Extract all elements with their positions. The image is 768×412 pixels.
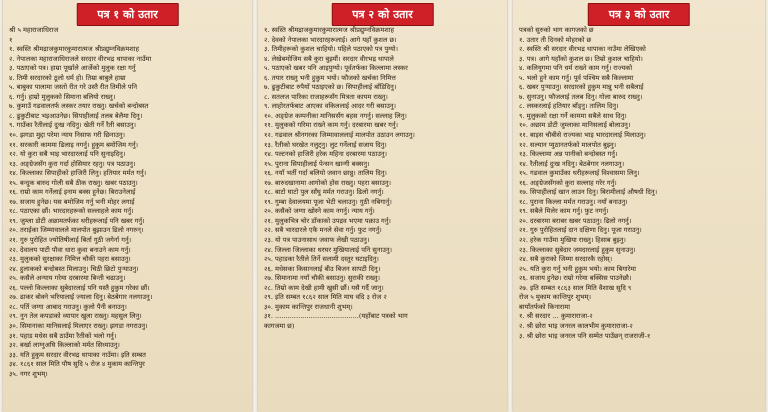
text-line: २२. देवालय पाटी पौवा धारा कुवा बनाउने काम गर्नु। <box>9 245 131 254</box>
text-line: ६. तयार राख्नु भनी हुकुम भयो। फौजको खर्चका निमित्त <box>264 73 396 82</box>
text-line: १०. झगडा मुद्दा परेमा न्याय निसाफ गरी छिनाउनु। <box>9 131 125 140</box>
text-line: १. श्री सरदार … कुमाराराजा-२ <box>519 312 593 321</box>
text-line: १२. यो कुरा सबै भाइ भारदारलाई पनि सुनाइदिनु। <box>9 150 126 159</box>
text-line: १३. रैतीको घरखेत नलुट्नु। लुट गर्नेलाई सजाय दिनु। <box>264 140 387 149</box>
text-line: १७. सजाय हुनेछ। यस बमोजिम गर्नु भनी मोहर लगाई <box>9 197 135 206</box>
text-line: ९. गाउँका रैतीलाई दुःख नदिनु। खेती गर्ने रैती बसाउनु। <box>9 121 137 130</box>
text-line: १९. गुम्बा देवालयमा पूजा भेटी चलाउनु। गुठी नबिगार्नु। <box>264 197 392 206</box>
letter-3-text <box>519 26 760 410</box>
text-line: श्री ५ महाराजाधिराज <box>9 26 59 34</box>
text-line: २३. किल्लाका सुबेदार जमदारलाई हुकुम सुनाउनु। <box>519 245 636 254</box>
text-line: ५. भलो हुने काम गर्नु। पूर्व पश्चिम सबै किल्लामा <box>519 73 634 82</box>
text-line: १५. बन्दुक बारुद गोली सबै ठीक राख्नु। खबर पठाउनु। <box>9 178 138 187</box>
text-line: २. श्री छोरा भाइ जनरल कालभीम कुमाराराजा-२ <box>519 321 633 330</box>
text-line: २७. सिमानामा नयाँ चौकी बसाउनु। सुराकी राख्नु। <box>264 274 381 283</box>
text-line: ९. लाहोरतर्फबाट आएका वकिललाई आदर गरी बसाउनु। <box>264 102 397 111</box>
text-line: ८. सतलज पारिका राजाहरूसँग मित्रता कायम राख्नु। <box>264 92 388 101</box>
text-line: २६. सजाय हुनेछ। राम्रो गरेमा बक्सिस पाउनेछौ। <box>519 274 632 283</box>
letter-panel-1 <box>3 0 252 412</box>
letter-3-heading: पत्र ३ को उतार <box>588 3 690 26</box>
text-line: १८. पुराना किल्ला मर्मत गराउनु। नयाँ बनाउनु। <box>519 197 628 206</box>
text-line: १७. बारुदखानामा आगोको होस राख्नु। पहरा बसाउनु। <box>264 178 391 187</box>
text-line: २२. सबै भारदारले एकै मनले सेवा गर्नु। फुट नगर्नु। <box>264 226 382 235</box>
text-line: १. स्वस्ति श्रीमद्राजकुमारकुमारात्मज श्रीप्रद्युम्नविक्रमशाह <box>264 26 394 34</box>
text-line: २७. इति सम्बत १८६३ साल मिति वैशाख सुदि ९ <box>519 283 632 292</box>
text-line: १०. अछाम डोटी जुम्लाका मानिसलाई बोलाउनु। <box>519 121 631 130</box>
text-line: २५. यति कुरा गर्नु भनी हुकुम भयो। काम बिगारेमा <box>519 264 636 273</box>
text-line: ५. बाबुका पालामा जस्तो रीत गरे उस्तै रीत तिमीले पनि <box>9 83 137 92</box>
text-line: २५. पहाडका रैतीले तिर्ने सलामी दस्तुर घटाइदिनु। <box>264 255 379 264</box>
text-line: २९. इति सम्बत १८६२ साल मिति माघ वदि ३ रोज २ <box>264 293 387 302</box>
text-line: २९. नुन तेल कपडाको व्यापार खुला राख्नु। महसुल लिनु। <box>9 312 142 321</box>
text-line: २१. गुरु पुरोहित ज्योतिषीलाई बिर्ता गुठी जगेर्ना गर्नु। <box>9 236 132 245</box>
text-line: २०. कसैको जग्गा खोस्ने काम नगर्नु। न्याय गर्नु। <box>264 207 375 216</box>
text-line: ४. तिमी सरदारको ठूलो धर्म हो। तिम्रा बाबुले हाम्रा <box>9 73 126 82</box>
letter-panel-2 <box>258 0 507 412</box>
text-line: ११. बाइस चौबीसे राज्यका भाइ भारदारलाई मिलाउनु। <box>519 131 646 140</box>
text-line: बायाँतर्फको किनारामा <box>519 302 570 311</box>
text-line: ९. मुलुकको रक्षा गर्ने काममा सबैले साथ दिनु। <box>519 111 627 120</box>
text-line: ६. खबर पुर्‍याउनु। सरदारको हुकुम मान्नु भनी सबैलाई <box>519 83 644 92</box>
text-line: रोज ५ मुकाम कान्तिपुर शुभम्। <box>519 293 592 302</box>
text-line: २५. कसैले अन्याय गरेमा दरबारमा बिन्ती चढाउनु। <box>9 274 126 283</box>
letter-2-heading: पत्र २ को उतार <box>331 3 433 26</box>
text-line: ३१. ........................................(यहाँबाट पत्रको भाग <box>264 312 408 321</box>
text-line: ११. मुलुकको गरिमा राख्ने काम गर्नु। दरबारमा खबर गर्नु। <box>264 121 399 130</box>
text-line: २१. मुलुकभित्र चोर डाँकाको उपद्रव भएमा पक्राउ गर्नु। <box>264 216 391 225</box>
text-line: १२. गढवाल श्रीनगरका जिम्मावाललाई मालपोत उठाउन लगाउनु। <box>264 131 415 140</box>
text-line: १९. जुम्ला डोटी अछामतर्फका थरीहरूलाई पनि खबर गर्नु। <box>9 216 145 225</box>
text-line: २. नेपालका महाराजाधिराजले सरदार वीरभद्र थापाका नाउँमा <box>9 54 152 63</box>
text-line: २१. गुरु पुरोहितलाई दान दक्षिणा दिनु। पूजा गराउनु। <box>519 226 642 235</box>
text-line: १९. सबैले मिलेर काम गर्नु। फुट नगर्नु। <box>519 207 609 216</box>
text-line: १. उतार ती दिनको मोहरको छ <box>519 35 592 44</box>
text-line: ४. कलियुगमा पनि धर्म राख्ने काम गर्नु। राज्यको <box>519 64 633 73</box>
text-line: ३. पत्र। आगे यहाँको कुशल छ। तिम्रो कुशल चाहियो। <box>519 54 643 63</box>
text-line: १५. पुराना सिपाहीलाई पेन्सन खान्गी बक्सनु। <box>264 159 370 168</box>
text-line: ३२. बर्खा लाग्नुअघि किल्लाको मर्मत सिध्याउनु। <box>9 341 120 350</box>
text-line: १६. राम्रो काम गर्नेलाई इनाम बक्स हुनेछ। बिराउनेलाई <box>9 188 136 197</box>
text-line: ३४. १८६१ साल मिति पौष सुदि ५ रोज ४ मुकाम कान्तिपुर <box>9 360 145 369</box>
text-line: ६. गर्नु। हाम्रो मुलुकको सिमाना बलियो राख्नु। <box>9 92 116 101</box>
text-line: २२. हरेक गाउँमा मुखिया राख्नु। हिसाब बुझ्नु। <box>519 236 626 245</box>
letter-1-heading: पत्र १ को उतार <box>76 3 178 26</box>
letter-1-text <box>9 26 247 410</box>
text-line: ३. तिमीहरूको कुशल चाहियो। पहिले पठाएको पत्र पुग्यो। <box>264 45 399 54</box>
text-line: ५. पठाएको खबर पनि आइपुग्यो। पूर्वतर्फका किल्लामा लस्कर <box>264 64 408 73</box>
text-line: ११. सरकारी काममा ढिलाइ नगर्नु। हुकुम बमोजिम गर्नु। <box>9 140 139 149</box>
text-line: १ <box>9 35 13 44</box>
text-line: १०. अङ्ग्रेज कम्पनीका मानिससँग बहस नगर्नु। सल्लाह लिनु। <box>264 111 407 120</box>
text-line: १४. किल्लाका सिपाहीको हाजिरी लिनु। हतियार मर्मत गर्नु। <box>9 169 147 178</box>
text-line: ८. ढुकुटीबाट भइआउनेछ। सिपाहीलाई तलब बेलैमा दिनु। <box>9 111 143 120</box>
letter-panel-3 <box>513 0 765 412</box>
text-line: १८. पठाएका छौं। भारदारहरूको सल्लाहले काम गर्नु। <box>9 207 134 216</box>
text-line: १२. सल्यान प्युठानतर्फको मालपोत बुझ्नु। <box>519 140 617 149</box>
text-line: ७. ढुकुटीबाट रुपैयाँ पठाइएको छ। सिपाहीलाई बाँडिदिनु। <box>264 83 397 92</box>
text-line: १४. रैतीलाई दुःख नदिनु। बेठबेगार नलगाउनु। <box>519 159 625 168</box>
text-line: ८. लस्करलाई हतियार बाँड्नु। तालिम दिनु। <box>519 102 619 111</box>
text-line: ३. पठाएको पत्र। हाम्रा पूर्खाले आर्जेको मुलुक रक्षा गर्नु <box>9 64 136 73</box>
text-line: १. स्वस्ति श्रीमद्राजकुमारकुमारात्मज श्रीप्रद्युम्नविक्रमशाह <box>9 45 139 54</box>
text-line: ७. कुमाउँ गढवालतर्फ लस्कर तयार राख्नु। खर्चको बन्दोबस्त <box>9 102 149 111</box>
text-line: २४. हुलाकको बन्दोबस्त मिलाउनु। चिठी छिटो पुर्‍याउनु। <box>9 264 139 273</box>
text-line: ३०. सिमानाका मानिसलाई मिलाएर राख्नु। झगडा नगराउनु। <box>9 321 148 330</box>
text-line: १५. गढवाल कुमाउँका थरीहरूलाई विश्वासमा लिनु। <box>519 169 640 178</box>
text-line: २०. दरबारमा बराबर खबर पठाउनु। ढिलो नगर्नु। <box>519 216 632 225</box>
text-line: १८. बाटो घाटो पुल साँघु मर्मत गराउनु। ढिलो नगर्नु। <box>264 188 384 197</box>
text-line: २८. तिम्रो काम देखी हामी खुसी छौं। यसै गर्दै जानु। <box>264 283 384 292</box>
text-line: २६. मधेसका किसानलाई बीउ बिजन सापटी दिनु। <box>264 264 381 273</box>
text-line: २८. पर्ति जग्गा आबाद गराउनु। कुलो पैनी बनाउनु। <box>9 302 127 311</box>
text-line: २०. तराईका जिम्मावालले मालपोत बुझाउन ढिलो नगरुन्। <box>9 226 144 235</box>
text-line: १४. पल्टनको हाजिरी हरेक महिना दरबारमा पठाउनु। <box>264 150 387 159</box>
text-line: कागजमा छ) <box>264 321 295 330</box>
text-line: २. देवको नेपालका भारदारहरूलाई। आगे यहाँ कुशल छ। <box>264 35 397 44</box>
text-line: २. स्वस्ति श्री सरदार वीरभद्र थापाका नाउँमा लेखिएको <box>519 45 646 54</box>
text-line: १३. अङ्ग्रेजसँग कुरा गर्दा होसियार रहनु। पत्र पठाउनु। <box>9 159 136 168</box>
text-line: २४. सबै कुराको जिम्मा सरदारकै रहोस्। <box>519 255 613 264</box>
text-line: ३१. पहाड मधेस सबै ठाउँमा रैतीको भलो गर्नु। <box>9 331 117 340</box>
text-line: २३. मुलुकको सुरक्षाका निमित्त चौकी पहरा बसाउनु। <box>9 255 131 264</box>
letter-2-text <box>264 26 502 410</box>
text-line: ४. लेखेबमोजिम सबै कुरा बुझ्यौं। सरदार वीरभद्र थापाले <box>264 54 394 63</box>
text-line: ३०. मुकाम कान्तिपुर राजधानी शुभम्। <box>264 302 353 311</box>
text-line: १६. अङ्ग्रेजसँगको कुरा सल्लाह गरेर गर्नु। <box>519 178 617 187</box>
text-line: १३. किल्लामा अन्न पानीको बन्दोबस्त गर्नु। <box>519 150 618 159</box>
text-line: ७. सुनाउनु। फौजलाई तलब दिनु। गोला बारुद राख्नु। <box>519 92 643 101</box>
text-line: २४. जिल्ला जिल्लाका थरघर मुखियालाई पनि सुनाउनु। <box>264 245 393 254</box>
text-line: २३. यो पत्र पाउनासाथ जवाफ लेखी पठाउनु। <box>264 236 370 245</box>
text-line: ३५. नगर शुभम्। <box>9 369 48 378</box>
text-line: ३. श्री छोरा भाइ जनरल पनि सम्मेत पाउँछन् राजराजी-१ <box>519 331 651 340</box>
text-line: १७. सिपाहीलाई खान लाउन दिनु। बिरामीलाई औषधी दिनु। <box>519 188 658 197</box>
text-line: १६. नयाँ भर्ती गर्दा बलियो जवान छान्नु। तालिम दिनु। <box>264 169 387 178</box>
text-line: पत्रको सुरुको भाग कागजको छ <box>519 26 594 34</box>
text-line: २६. पल्लो किल्लाका सुबेदारलाई पनि यस्तै हुकुम गरेका छौं। <box>9 283 150 292</box>
text-line: २७. ढाकर बोक्ने भरियालाई ज्याला दिनु। बेठबेगार नलगाउनु। <box>9 293 153 302</box>
text-line: ३३. यति हुकुम सरदार वीरभद्र थापाका नाउँमा। इति सम्बत <box>9 350 146 359</box>
